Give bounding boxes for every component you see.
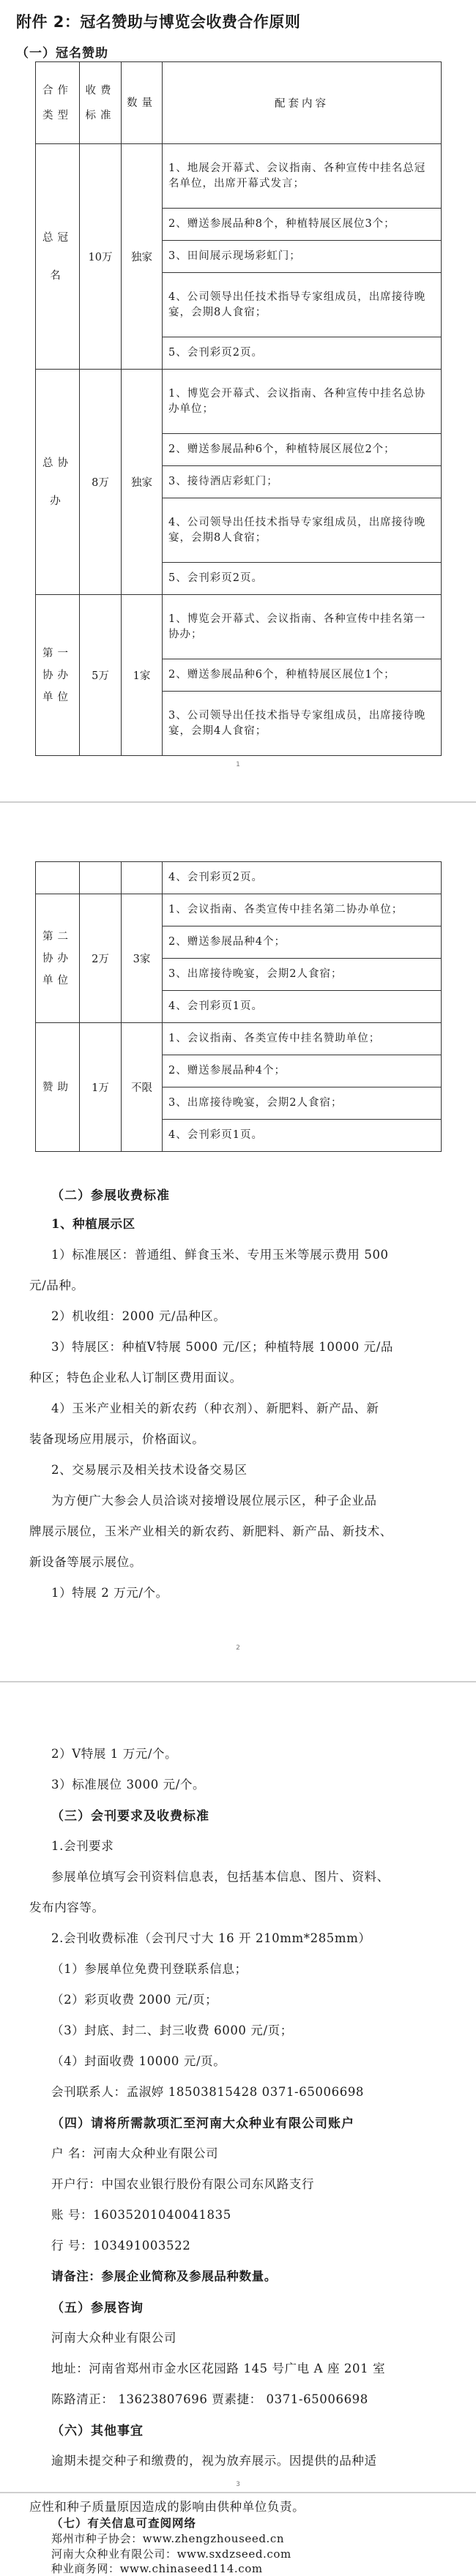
sponsor-item: 4、公司领导出任技术指导专家组成员，出席接待晚宴，会期8人食宿； [163,273,442,337]
sponsor-item: 1、会议指南、各类宣传中挂名第二协办单位； [163,894,442,926]
sponsor-item: 3、公司领导出任技术指导专家组成员，出席接待晚宴，会期4人食宿； [163,692,442,756]
subheading-catalog-requirements: 1.会刊要求 [51,1839,114,1853]
table-row [36,595,442,659]
paragraph: 应性和种子质量原因造成的影响由供种单位负责。 [29,2500,305,2514]
fee-item: （1）参展单位免费刊登联系信息； [51,1962,248,1976]
sponsor-fee-cell: 8万 [80,370,122,595]
sponsor-item: 1、博览会开幕式、会议指南、各种宣传中挂名第一协办； [163,595,442,659]
page-separator [0,2492,476,2493]
page-number: 1 [236,761,240,768]
paragraph: 3）特展区：种植Ⅴ特展 5000 元/区；种植特展 10000 元/品 [51,1340,393,1354]
paragraph: 逾期未提交种子和缴费的，视为放弃展示。因提供的品种适 [51,2454,377,2468]
contact-people: 陈路清正： 13623807696 贾素捷： 0371-65006698 [51,2392,368,2406]
paragraph: 为方便广大参会人员洽谈对接增设展位展示区，种子企业品 [51,1494,377,1508]
address: 地址：河南省郑州市金水区花园路 145 号广电 A 座 201 室 [51,2362,386,2375]
paragraph: 新设备等展示展位。 [29,1555,142,1569]
paragraph: 发布内容等。 [29,1901,105,1914]
sponsor-count-cell: 独家 [122,370,163,595]
sponsor-count-cell: 3家 [122,894,163,1023]
header-count: 数量 [122,62,163,144]
section-web-heading: （七）有关信息可查阅网络 [51,2516,197,2530]
sponsor-item: 5、会刊彩页2页。 [163,563,442,595]
payment-note: 请备注：参展企业简称及参展品种数量。 [51,2269,277,2283]
document-page-2 [0,803,476,1681]
sponsor-item: 3、出席接待晚宴，会期2人食宿； [163,1087,442,1120]
paragraph: 参展单位填写会刊资料信息表，包括基本信息、图片、资料、 [51,1870,390,1884]
sponsor-item: 4、会刊彩页1页。 [163,1120,442,1152]
sponsor-type-cell: 总冠名 [36,144,80,370]
sponsor-fee-cell: 1万 [80,1023,122,1152]
website-link[interactable]: 种业商务网：www.chinaseed114.com [51,2562,263,2575]
sponsor-item: 3、接待酒店彩虹门； [163,466,442,498]
table-row [36,144,442,209]
subheading-trade-area: 2、交易展示及相关技术设备交易区 [51,1463,248,1477]
table-row [36,894,442,926]
sponsor-item: 2、赠送参展品种4个； [163,926,442,959]
paragraph: 4）玉米产业相关的新农药（种衣剂）、新肥料、新产品、新 [51,1401,379,1415]
sponsor-item: 2、赠送参展品种6个，种植特展区展位2个； [163,434,442,466]
paragraph: 牌展示展位，玉米产业相关的新农药、新肥料、新产品、新技术、 [29,1524,393,1538]
header-content: 配套内容 [163,62,442,144]
account-bank: 开户行：中国农业银行股份有限公司东风路支行 [51,2177,315,2191]
empty-cell [122,862,163,894]
account-number: 账 号：16035201040041835 [51,2208,231,2222]
section-consult-heading: （五）参展咨询 [51,2301,144,2315]
paragraph: 种区；特色企业私人订制区费用面议。 [29,1371,242,1385]
section-sponsorship-heading: （一）冠名赞助 [16,46,108,61]
sponsor-fee-cell: 2万 [80,894,122,1023]
sponsor-count-cell: 1家 [122,595,163,756]
paragraph: 元/品种。 [29,1278,84,1292]
header-fee: 收费标准 [80,62,122,144]
fee-item: （4）封面收费 10000 元/页。 [51,2054,226,2068]
website-link[interactable]: 河南大众种业有限公司：www.sxdzseed.com [51,2547,291,2561]
document-page-3 [0,1682,476,2414]
organization-name: 河南大众种业有限公司 [51,2331,176,2345]
sponsor-fee-cell: 5万 [80,595,122,756]
sponsorship-table [35,61,442,756]
section-other-heading: （六）其他事宜 [51,2424,144,2438]
sponsor-item: 2、赠送参展品种4个； [163,1055,442,1087]
header-type: 合作类型 [36,62,80,144]
empty-cell [36,862,80,894]
paragraph: 1）特展 2 万元/个。 [51,1586,168,1600]
subheading-catalog-fees: 2.会刊收费标准（会刊尺寸大 16 开 210mm*285mm） [51,1931,371,1945]
empty-cell [80,862,122,894]
paragraph: 装备现场应用展示，价格面议。 [29,1432,205,1446]
section-catalog-heading: （三）会刊要求及收费标准 [51,1809,209,1824]
paragraph: 2）Ⅴ特展 1 万元/个。 [51,1747,178,1761]
section-payment-heading: （四）请将所需款项汇至河南大众种业有限公司账户 [51,2116,354,2131]
sponsor-item: 4、会刊彩页1页。 [163,991,442,1023]
sponsor-fee-cell: 10万 [80,144,122,370]
sponsor-item: 5、会刊彩页2页。 [163,337,442,370]
page-number: 3 [236,2481,240,2488]
sponsor-type-cell: 总协办 [36,370,80,595]
sponsor-type-cell: 赞助 [36,1023,80,1152]
sponsor-item: 4、公司领导出任技术指导专家组成员，出席接待晚宴，会期8人食宿； [163,498,442,563]
sponsor-count-cell: 独家 [122,144,163,370]
sponsor-item: 3、出席接待晚宴，会期2人食宿； [163,959,442,991]
table-row [36,1023,442,1055]
sponsorship-table-continued [35,861,442,1152]
sponsor-item: 2、赠送参展品种8个，种植特展区展位3个； [163,209,442,241]
page-number: 2 [236,1644,240,1652]
attachment-title: 附件 2：冠名赞助与博览会收费合作原则 [16,13,301,31]
sponsor-type-cell: 第一协办单位 [36,595,80,756]
account-name: 户 名：河南大众种业有限公司 [51,2146,219,2160]
document-page-1 [0,0,476,801]
sponsor-item: 4、会刊彩页2页。 [163,862,442,894]
fee-item: （2）彩页收费 2000 元/页； [51,1993,218,2007]
sponsor-item: 3、田间展示现场彩虹门； [163,241,442,273]
sponsor-item: 1、博览会开幕式、会议指南、各种宣传中挂名总协办单位； [163,370,442,434]
table-header-row [36,62,442,144]
sponsor-item: 1、会议指南、各类宣传中挂名赞助单位； [163,1023,442,1055]
table-row [36,370,442,434]
sponsor-item: 1、地展会开幕式、会议指南、各种宣传中挂名总冠名单位，出席开幕式发言； [163,144,442,209]
catalog-contact: 会刊联系人：孟淑婷 18503815428 0371-65006698 [51,2085,365,2099]
sponsor-type-cell: 第二协办单位 [36,894,80,1023]
sponsor-item: 2、赠送参展品种6个，种植特展区展位1个； [163,659,442,692]
paragraph: 2）机收组：2000 元/品种区。 [51,1309,226,1323]
sponsor-count-cell: 不限 [122,1023,163,1152]
subheading-planting-area: 1、种植展示区 [51,1217,135,1231]
section-fee-heading: （二）参展收费标准 [51,1188,170,1203]
table-row [36,862,442,894]
paragraph: 3）标准展位 3000 元/个。 [51,1778,206,1791]
paragraph: 1）标准展区：普通组、鲜食玉米、专用玉米等展示费用 500 [51,1248,389,1262]
bank-code: 行 号：103491003522 [51,2239,191,2253]
fee-item: （3）封底、封二、封三收费 6000 元/页； [51,2023,293,2037]
website-link[interactable]: 郑州市种子协会：www.zhengzhouseed.cn [51,2532,285,2545]
